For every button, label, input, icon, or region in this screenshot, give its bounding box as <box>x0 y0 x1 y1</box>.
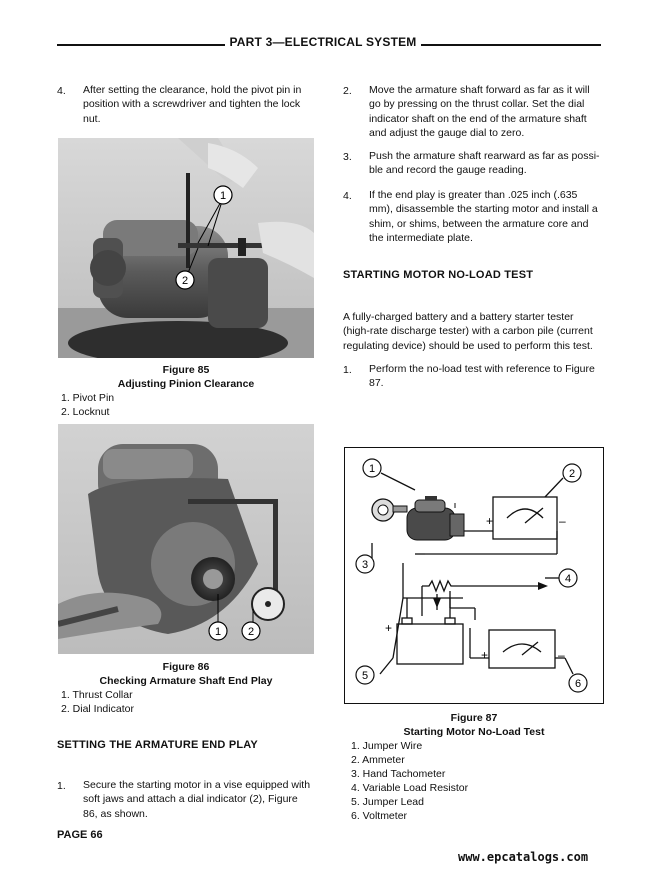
battery <box>397 624 463 664</box>
figure-86-legend-item: 1. Thrust Collar <box>61 689 133 701</box>
step-number: 1. <box>57 780 66 792</box>
step-text: Push the armature shaft rearward as far as possi- ble and record the gauge reading. <box>369 150 600 177</box>
header-rule-left <box>57 44 225 46</box>
figure-86-photo <box>58 424 314 654</box>
section-title: STARTING MOTOR NO-LOAD TEST <box>343 269 534 281</box>
step-text: If the end play is greater than .025 inch (.635 mm), disassemble the starting motor and install a shim, or shims, between the armature core and the intermediate plate. <box>369 189 598 244</box>
callout-1-label: 1 <box>214 626 222 638</box>
figure-85-photo <box>58 138 314 358</box>
variable-load-resistor <box>422 581 458 591</box>
step-number: 2. <box>343 85 352 97</box>
step-text: Secure the starting motor in a vise equipped with soft jaws and attach a dial indicator (2), Figure 86, as shown. <box>83 779 311 820</box>
callout-4-label: 4 <box>564 573 572 585</box>
section-title: SETTING THE ARMATURE END PLAY <box>57 739 258 751</box>
step-number: 4. <box>343 190 352 202</box>
voltmeter-plus: + <box>481 648 489 662</box>
header-rule-right <box>421 44 601 46</box>
callout-6-label: 6 <box>574 678 582 690</box>
callout-2-label: 2 <box>181 275 189 287</box>
callout-3-label: 3 <box>361 559 369 571</box>
figure-87-legend-item: 4. Variable Load Resistor <box>351 782 469 794</box>
step-number: 4. <box>57 85 66 97</box>
ammeter-plus: + <box>486 514 494 528</box>
figure-86-legend-item: 2. Dial Indicator <box>61 703 134 715</box>
wiring-diagram <box>345 448 602 702</box>
hand-tachometer <box>372 499 407 521</box>
figure-85-title: Adjusting Pinion Clearance <box>117 378 255 390</box>
battery-plus: + <box>385 621 393 635</box>
callout-5-label: 5 <box>361 670 369 682</box>
figure-85-label: Figure 85 <box>162 364 210 376</box>
figure-86-illustration <box>58 424 314 654</box>
voltmeter-dial <box>503 644 541 652</box>
ammeter-minus: – <box>559 514 566 528</box>
figure-87-label: Figure 87 <box>450 712 498 724</box>
starting-motor <box>407 496 464 540</box>
ammeter-box <box>493 497 557 539</box>
voltmeter-box <box>489 630 555 668</box>
callout-1-label: 1 <box>219 190 227 202</box>
page-number: PAGE 66 <box>57 829 103 841</box>
callout-1-label: 1 <box>368 463 376 475</box>
callout-2-label: 2 <box>247 626 255 638</box>
figure-85-illustration <box>58 138 314 358</box>
figure-87-title: Starting Motor No-Load Test <box>403 726 545 738</box>
figure-85-legend-item: 2. Locknut <box>61 406 110 418</box>
figure-87-diagram <box>344 447 604 704</box>
step-text: After setting the clearance, hold the pivot pin in position with a screwdriver and tighten the lock nut. <box>83 84 302 125</box>
jumper-wire <box>381 473 415 490</box>
ammeter-dial <box>507 509 543 518</box>
figure-86-label: Figure 86 <box>162 661 210 673</box>
watermark-link[interactable]: www.epcatalogs.com <box>458 850 589 864</box>
figure-87-legend-item: 6. Voltmeter <box>351 810 408 822</box>
voltmeter-minus: – <box>558 648 565 662</box>
intro-paragraph: A fully-charged battery and a battery starter tester (high-rate discharge tester) with a carbon pile (current regulating device) should be used to perform this test. <box>343 311 593 352</box>
step-text: Perform the no-load test with reference to Figure 87. <box>369 363 595 390</box>
step-number: 3. <box>343 151 352 163</box>
figure-87-legend-item: 5. Jumper Lead <box>351 796 424 808</box>
step-text: Move the armature shaft forward as far as it will go by pressing on the thrust collar. Set the dial indicator shaft on the end of the armature shaft and adjust the gauge dial to zero. <box>369 84 590 139</box>
callout-2-label: 2 <box>568 468 576 480</box>
figure-85-legend-item: 1. Pivot Pin <box>61 392 115 404</box>
step-number: 1. <box>343 364 352 376</box>
figure-87-legend-item: 3. Hand Tachometer <box>351 768 446 780</box>
figure-87-legend-item: 1. Jumper Wire <box>351 740 423 752</box>
section-header-title: PART 3—ELECTRICAL SYSTEM <box>229 35 417 49</box>
figure-87-legend-item: 2. Ammeter <box>351 754 405 766</box>
figure-86-title: Checking Armature Shaft End Play <box>99 675 273 687</box>
